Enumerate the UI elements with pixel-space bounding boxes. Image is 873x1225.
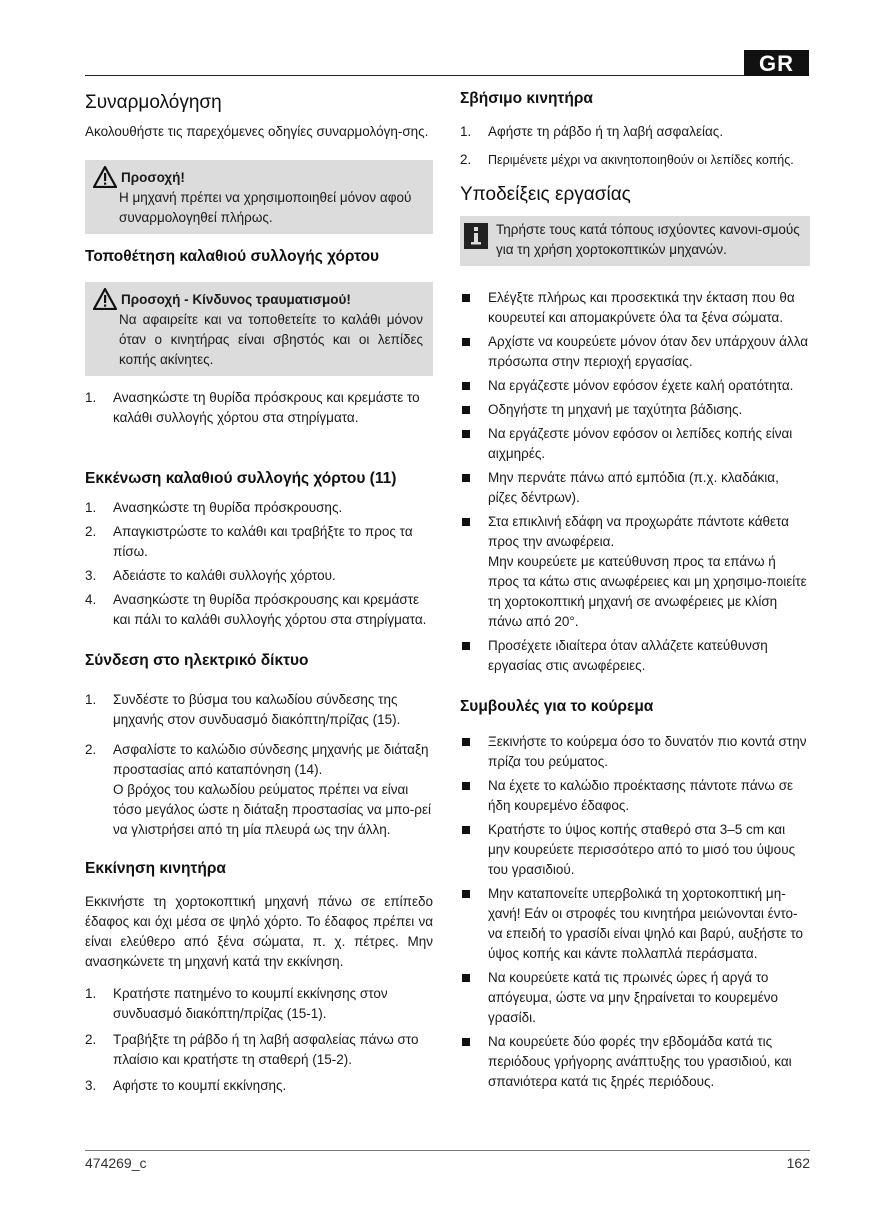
- list-item: Να εργάζεστε μόνον εφόσον έχετε καλή ορατότητα.: [460, 376, 810, 396]
- list-item: Μην περνάτε πάνω από εμπόδια (π.χ. κλαδάκια, ρίζες δέντρων).: [460, 468, 810, 508]
- list-item: 1. Αφήστε τη ράβδο ή τη λαβή ασφαλείας.: [460, 124, 724, 139]
- bullet-icon: [462, 1038, 470, 1046]
- footer-rule: [85, 1150, 810, 1151]
- list-item: Μην καταπονείτε υπερβολικά τη χορτοκοπτική μη-χανή! Εάν οι στροφές του κινητήρα μειώνονται έντο-να επειδή το γρασίδι είναι ψηλό και βαρύ, αυξήστε το ύψος κοπής και κάντε πολλαπλά περάσματα.: [460, 884, 810, 964]
- bullet-icon: [462, 826, 470, 834]
- list-item: Να έχετε το καλώδιο προέκτασης πάντοτε πάνω σε ήδη κουρεμένο έδαφος.: [460, 776, 810, 816]
- list-item: Στα επικλινή εδάφη να προχωράτε πάντοτε κάθετα προς την ανωφέρεια. Μην κουρεύετε με κατεύθυνση προς τα επάνω ή προς τα κάτω στις ανωφέρειες και μη χρησιμο-ποιείτε τη χορτοκοπτική μηχανή σε ανωφέρειες με κλίση πάνω από 20°.: [460, 512, 810, 632]
- bullet-icon: [462, 738, 470, 746]
- bullet-icon: [462, 338, 470, 346]
- bullet-icon: [462, 890, 470, 898]
- tips-info: [460, 216, 810, 266]
- warning-title: Προσοχή - Κίνδυνος τραυματισμού!: [121, 291, 351, 307]
- info-text: Τηρήστε τους κατά τόπους ισχύοντες κανονι-σμούς για τη χρήση χορτοκοπτικών μηχανών.: [496, 222, 800, 257]
- list-item: Να κουρεύετε δύο φορές την εβδομάδα κατά τις περιόδους γρήγορης ανάπτυξης του γρασιδιού, και σπανιότερα κατά τις ξηρές περιόδους.: [460, 1032, 810, 1092]
- list-item: Ξεκινήστε το κούρεμα όσο το δυνατόν πιο κοντά στην πρίζα του ρεύματος.: [460, 732, 810, 772]
- mowing-title: Συμβουλές για το κούρεμα: [460, 698, 654, 715]
- empty-basket-title: Εκκένωση καλαθιού συλλογής χόρτου (11): [85, 470, 397, 487]
- list-item: 2. Τραβήξτε τη ράβδο ή τη λαβή ασφαλείας πάνω στο πλαίσιο και κρατήστε τη σταθερή (15-2).: [85, 1032, 419, 1067]
- bullet-icon: [462, 518, 470, 526]
- list-item: 2. Απαγκιστρώστε το καλάθι και τραβήξτε το προς τα πίσω.: [85, 524, 413, 559]
- tips-title: Υποδείξεις εργασίας: [460, 184, 631, 205]
- list-item: 4. Ανασηκώστε τη θυρίδα πρόσκρουσης και κρεμάστε και πάλι το καλάθι συλλογής χόρτου στα στηρίγματα.: [85, 592, 427, 627]
- left-column: [85, 88, 433, 1096]
- language-tab: GR: [744, 50, 809, 76]
- mains-steps: [85, 690, 433, 840]
- mowing-bullets: [460, 732, 810, 1092]
- header-rule: [85, 75, 745, 76]
- warning-icon: [93, 288, 117, 310]
- list-item: 1. Ανασηκώστε τη θυρίδα πρόσκρους και κρεμάστε το καλάθι συλλογής χόρτου στα στηρίγματα.: [85, 390, 420, 425]
- list-item: 1. Κρατήστε πατημένο το κουμπί εκκίνησης στον συνδυασμό διακόπτη/πρίζας (15-1).: [85, 986, 388, 1021]
- list-item: 1. Ανασηκώστε τη θυρίδα πρόσκρουσης.: [85, 500, 343, 515]
- list-item: 1. Συνδέστε το βύσμα του καλωδίου σύνδεσης της μηχανής στον συνδυασμό διακόπτη/πρίζας (15).: [85, 692, 401, 727]
- warning-title: Προσοχή!: [121, 169, 185, 185]
- tips-bullets: [460, 288, 810, 676]
- start-title: Εκκίνηση κινητήρα: [85, 860, 226, 877]
- start-text: Εκκινήστε τη χορτοκοπτική μηχανή πάνω σε επίπεδο έδαφος και όχι μέσα σε ψηλό χόρτο. Το έδαφος πρέπει να είναι ελεύθερο από ξένα σώματα, π. χ. πέτρες. Μην ανασηκώνετε τη μηχανή κατά την εκκίνηση.: [85, 894, 433, 969]
- list-item: 2. Ασφαλίστε το καλώδιο σύνδεσης μηχανής με διάταξη προστασίας από καταπόνηση (14). Ο βρόχος του καλωδίου ρεύματος πρέπει να είναι τόσο μεγάλος ώστε η διάταξη προστασίας να μπο-ρεί να γλιστρήσει από τη μία πλευρά ως την άλλη.: [85, 742, 431, 837]
- assembly-warning: [85, 160, 433, 234]
- fit-basket-title: Τοποθέτηση καλαθιού συλλογής χόρτου: [85, 248, 380, 265]
- bullet-icon: [462, 430, 470, 438]
- info-icon: [464, 223, 488, 249]
- assembly-title: Συναρμολόγηση: [85, 92, 222, 113]
- empty-basket-steps: [85, 498, 433, 630]
- bullet-icon: [462, 474, 470, 482]
- stop-steps: [460, 122, 810, 170]
- list-item: Αρχίστε να κουρεύετε μόνον όταν δεν υπάρχουν άλλα πρόσωπα στην περιοχή εργασίας.: [460, 332, 810, 372]
- mains-title: Σύνδεση στο ηλεκτρικό δίκτυο: [85, 652, 309, 669]
- fit-basket-steps: [85, 388, 433, 428]
- bullet-icon: [462, 406, 470, 414]
- warning-text: Η μηχανή πρέπει να χρησιμοποιηθεί μόνον αφού συναρμολογηθεί πλήρως.: [119, 190, 412, 225]
- list-item: 3. Αφήστε το κουμπί εκκίνησης.: [85, 1078, 287, 1093]
- list-item: Να εργάζεστε μόνον εφόσον οι λεπίδες κοπής είναι αιχμηρές.: [460, 424, 810, 464]
- warning-text: Να αφαιρείτε και να τοποθετείτε το καλάθι μόνον όταν ο κινητήρας είναι σβηστός και οι λεπίδες κοπής ακίνητες.: [119, 312, 423, 367]
- list-item: Προσέχετε ιδιαίτερα όταν αλλάζετε κατεύθυνση εργασίας στις ανωφέρειες.: [460, 636, 810, 676]
- list-item: 3. Αδειάστε το καλάθι συλλογής χόρτου.: [85, 568, 336, 583]
- assembly-text: Ακολουθήστε τις παρεχόμενες οδηγίες συναρμολόγη-σης.: [85, 124, 429, 139]
- list-item: Οδηγήστε τη μηχανή με ταχύτητα βάδισης.: [460, 400, 810, 420]
- bullet-icon: [462, 642, 470, 650]
- list-item: Κρατήστε το ύψος κοπής σταθερό στα 3–5 cm και μην κουρεύετε περισσότερο από το μισό του ύψους του γρασιδιού.: [460, 820, 810, 880]
- bullet-icon: [462, 974, 470, 982]
- list-item: Να κουρεύετε κατά τις πρωινές ώρες ή αργά το απόγευμα, ώστε να μην ξηραίνεται το κουρεμένο γρασίδι.: [460, 968, 810, 1028]
- warning-icon: [93, 166, 117, 188]
- right-column: [460, 88, 810, 1096]
- fit-basket-warning: [85, 282, 433, 376]
- bullet-icon: [462, 782, 470, 790]
- doc-id: 474269_c: [85, 1155, 147, 1171]
- list-item: 2. Περιμένετε μέχρι να ακινητοποιηθούν οι λεπίδες κοπής.: [460, 152, 794, 167]
- start-steps: [85, 984, 433, 1096]
- bullet-icon: [462, 294, 470, 302]
- page-number: 162: [786, 1155, 810, 1171]
- list-item: Ελέγξτε πλήρως και προσεκτικά την έκταση που θα κουρευτεί και απομακρύνετε όλα τα ξένα σώματα.: [460, 288, 810, 328]
- stop-title: Σβήσιμο κινητήρα: [460, 90, 593, 107]
- bullet-icon: [462, 382, 470, 390]
